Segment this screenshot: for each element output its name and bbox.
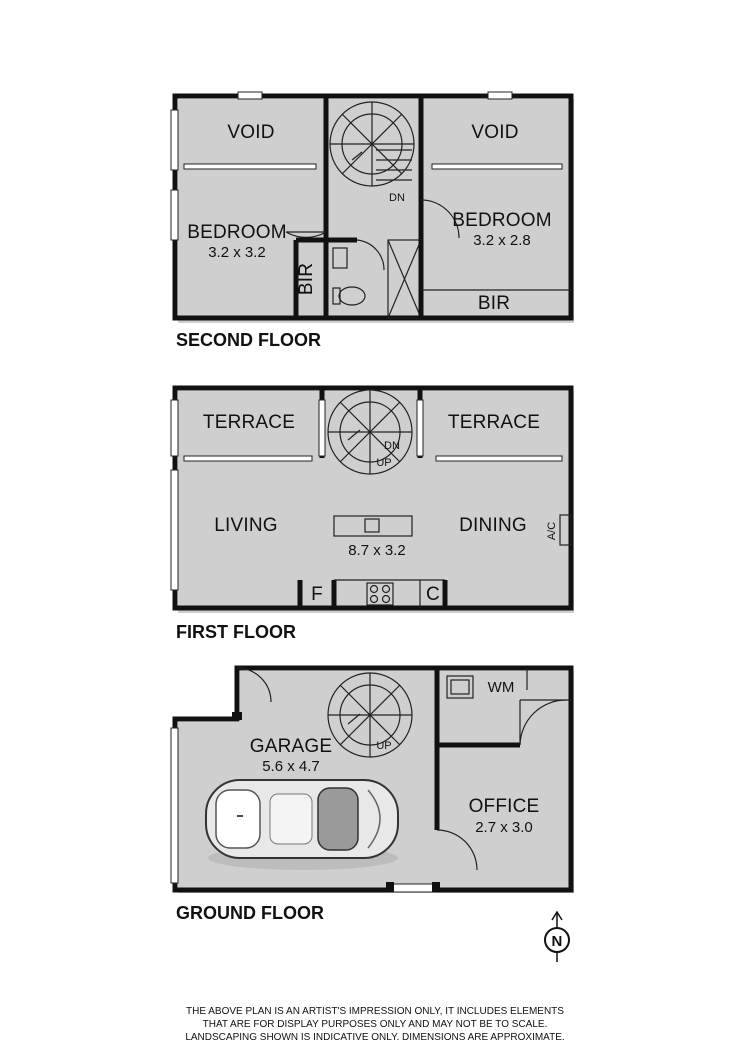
- ac-label: A/C: [546, 521, 558, 541]
- cupboard-label: C: [426, 584, 440, 605]
- office-dim: 2.7 x 3.0: [475, 819, 533, 836]
- ground-stair-up-label: UP: [376, 740, 392, 752]
- office-label: OFFICE: [468, 796, 540, 817]
- living-label: LIVING: [214, 515, 278, 536]
- void-left-label: VOID: [227, 122, 275, 143]
- disclaimer-line: THE ABOVE PLAN IS AN ARTIST'S IMPRESSION ONLY, IT INCLUDES ELEMENTS: [186, 1006, 564, 1017]
- second-floor-plan: [171, 92, 574, 350]
- spiral-stair-icon: [330, 102, 414, 186]
- living-dining-dim: 8.7 x 3.2: [348, 542, 406, 559]
- spiral-stair-icon: [328, 390, 412, 474]
- garage-label: GARAGE: [249, 736, 333, 757]
- compass-label: N: [551, 933, 563, 950]
- window-icon: [488, 92, 512, 99]
- bir-right-label: BIR: [477, 293, 511, 314]
- disclaimer: [185, 1006, 564, 1043]
- second-floor-title: SECOND FLOOR: [176, 330, 322, 350]
- bedroom-left-dim: 3.2 x 3.2: [208, 244, 266, 261]
- ground-floor-title: GROUND FLOOR: [176, 903, 324, 923]
- second-stair-dn-label: DN: [389, 192, 405, 204]
- void-right-label: VOID: [471, 122, 519, 143]
- bedroom-left-label: BEDROOM: [187, 222, 287, 243]
- bir-left-label: BIR: [296, 262, 317, 296]
- bedroom-right-label: BEDROOM: [452, 210, 552, 231]
- window-icon: [238, 92, 262, 99]
- terrace-right-label: TERRACE: [447, 412, 541, 433]
- garage-dim: 5.6 x 4.7: [262, 758, 320, 775]
- bedroom-right-dim: 3.2 x 2.8: [473, 232, 531, 249]
- first-stair-dn-label: DN: [384, 440, 400, 452]
- ground-floor-plan: [171, 668, 574, 923]
- first-floor-plan: [171, 388, 574, 642]
- disclaimer-line: LANDSCAPING SHOWN IS INDICATIVE ONLY. DIMENSIONS ARE APPROXIMATE.: [185, 1032, 565, 1043]
- disclaimer-line: THAT ARE FOR DISPLAY PURPOSES ONLY AND MAY NOT BE TO SCALE.: [202, 1019, 548, 1030]
- terrace-left-label: TERRACE: [202, 412, 296, 433]
- dining-label: DINING: [459, 515, 527, 536]
- fridge-label: F: [311, 584, 323, 605]
- first-floor-title: FIRST FLOOR: [176, 622, 296, 642]
- wm-label: WM: [487, 679, 515, 696]
- north-arrow-icon: [545, 912, 569, 962]
- car-icon: [206, 780, 398, 870]
- spiral-stair-icon: [328, 673, 412, 757]
- first-stair-up-label: UP: [376, 457, 392, 469]
